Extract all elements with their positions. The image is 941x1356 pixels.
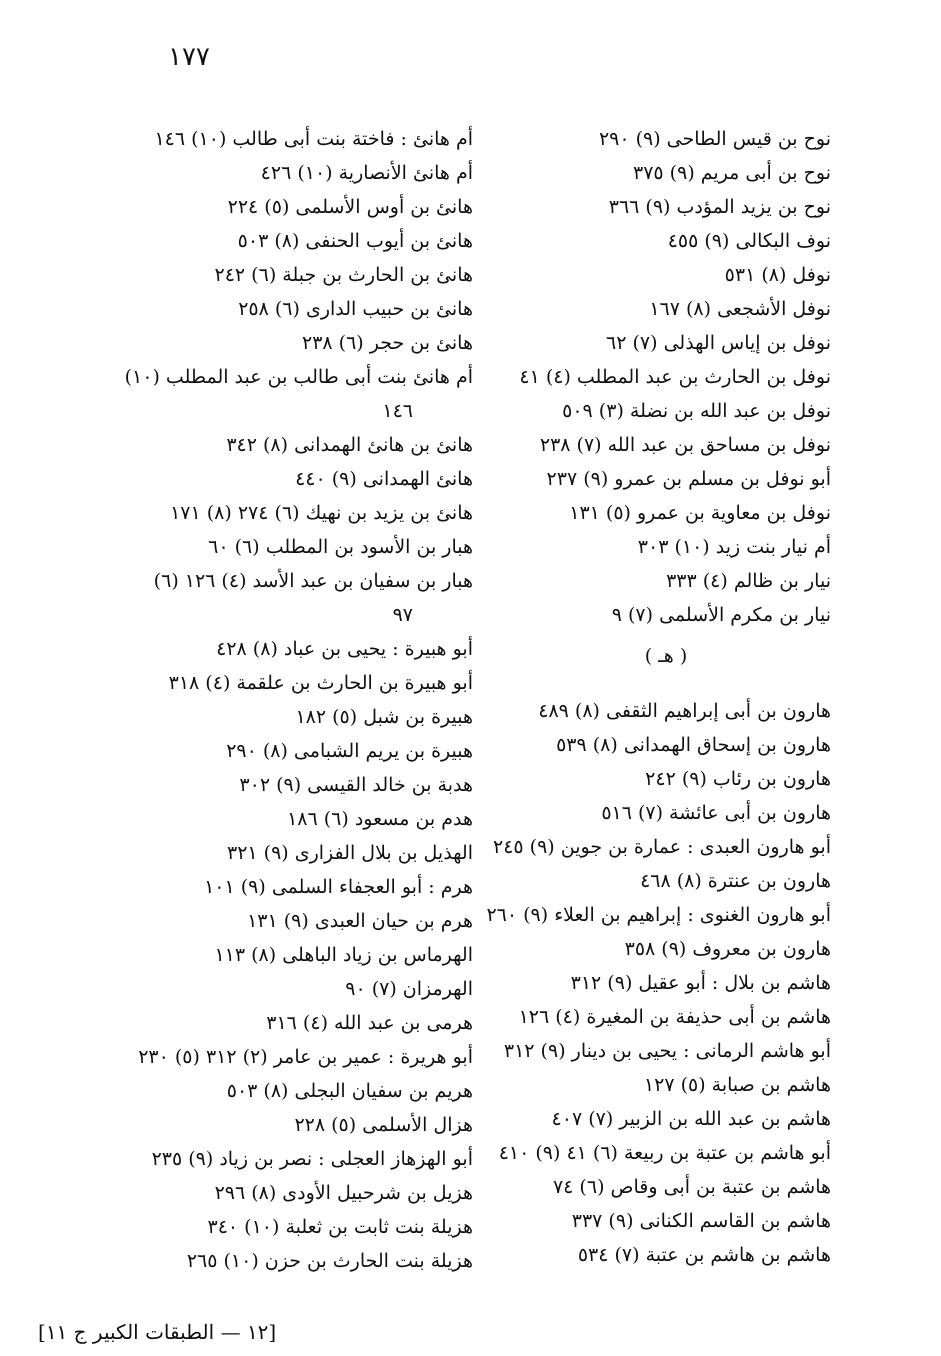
index-entry: هبار بن الأسود بن المطلب (٦) ٦٠ — [208, 536, 473, 558]
index-entry: هانئ بن حبيب الدارى (٦) ٢٥٨ — [238, 298, 473, 320]
index-entry: أبو هاشم الرمانى : يحيى بن دينار (٩) ٣١٢ — [503, 1040, 831, 1062]
index-entry: هزال الأسلمى (٥) ٢٢٨ — [294, 1114, 473, 1136]
index-entry-continuation: ١٤٦ — [382, 400, 413, 422]
index-entry: أبو نوفل بن مسلم بن عمرو (٩) ٢٣٧ — [546, 468, 831, 490]
index-entry: هانئ بن الحارث بن جبلة (٦) ٢٤٢ — [214, 264, 473, 286]
index-entry: نوح بن يزيد المؤدب (٩) ٣٦٦ — [608, 196, 831, 218]
index-entry: أبو هارون الغنوى : إبراهيم بن العلاء (٩) ٢٦٠ — [486, 904, 831, 926]
index-entry: هرم بن حيان العبدى (٩) ١٣١ — [247, 910, 473, 932]
index-entry: أم هانئ : فاختة بنت أبى طالب (١٠) ١٤٦ — [154, 128, 473, 150]
index-entry-continuation: ٩٧ — [392, 604, 413, 626]
index-entry: هانئ بن أوس الأسلمى (٥) ٢٢٤ — [227, 196, 473, 218]
index-entry: نوفل بن إياس الهذلى (٧) ٦٢ — [606, 332, 831, 354]
index-entry: نوفل بن مساحق بن عبد الله (٧) ٢٣٨ — [539, 434, 831, 456]
index-entry: أبو هريرة : عمير بن عامر (٢) ٣١٢ (٥) ٢٣٠ — [138, 1046, 473, 1068]
index-entry: هارون بن عنترة (٨) ٤٦٨ — [640, 870, 831, 892]
index-entry: هاشم بن عبد الله بن الزبير (٧) ٤٠٧ — [551, 1108, 831, 1130]
index-entry: هزيلة بنت الحارث بن حزن (١٠) ٢٦٥ — [186, 1250, 473, 1272]
index-entry: هارون بن رئاب (٩) ٢٤٢ — [645, 768, 831, 790]
page-number: ١٧٧ — [168, 42, 210, 72]
index-entry: أبو هاشم بن عتبة بن ربيعة (٦) ٤١ (٩) ٤١٠ — [498, 1142, 831, 1164]
index-entry: أبو هارون العبدى : عمارة بن جوين (٩) ٢٤٥ — [493, 836, 831, 858]
index-entry: هارون بن أبى عائشة (٧) ٥١٦ — [601, 802, 831, 824]
index-entry: هاشم بن هاشم بن عتبة (٧) ٥٣٤ — [577, 1244, 831, 1266]
index-entry: هارون بن إسحاق الهمدانى (٨) ٥٣٩ — [556, 734, 831, 756]
index-entry: هارون بن أبى إبراهيم الثقفى (٨) ٤٨٩ — [538, 700, 831, 722]
index-entry: أم هانئ الأنصارية (١٠) ٤٢٦ — [260, 162, 473, 184]
index-entry: هاشم بن عتبة بن أبى وقاص (٦) ٧٤ — [552, 1176, 831, 1198]
section-heading: ( هـ ) — [644, 645, 688, 667]
index-entry: نيار بن ظالم (٤) ٣٣٣ — [666, 570, 831, 592]
index-entry: هبيرة بن شبل (٥) ١٨٢ — [295, 706, 473, 728]
section-spacer — [501, 680, 831, 694]
index-entry: هاشم بن أبى حذيفة بن المغيرة (٤) ١٢٦ — [518, 1006, 831, 1028]
index-entry: نوفل بن الحارث بن عبد المطلب (٤) ٤١ — [519, 366, 831, 388]
index-entry: هدم بن مسعود (٦) ١٨٦ — [287, 808, 473, 830]
index-entry: نيار بن مكرم الأسلمى (٧) ٩ — [611, 604, 831, 626]
index-entry: الهرماس بن زياد الباهلى (٨) ١١٣ — [214, 944, 473, 966]
index-entry: أبو هبيرة بن الحارث بن علقمة (٤) ٣١٨ — [168, 672, 473, 694]
index-entry: هانئ بن أيوب الحنفى (٨) ٥٠٣ — [237, 230, 473, 252]
index-entry: هبيرة بن يريم الشبامى (٨) ٢٩٠ — [226, 740, 473, 762]
index-entry: هزيل بن شرحبيل الأودى (٨) ٢٩٦ — [214, 1182, 473, 1204]
index-entry: أبو الهزهاز العجلى : نصر بن زياد (٩) ٢٣٥ — [151, 1148, 473, 1170]
index-entry: هبار بن سفيان بن عبد الأسد (٤) ١٢٦ (٦) — [153, 570, 473, 592]
index-entry: أبو هبيرة : يحيى بن عباد (٨) ٤٢٨ — [216, 638, 473, 660]
index-column-right — [486, 122, 831, 1272]
index-entry: هارون بن معروف (٩) ٣٥٨ — [624, 938, 831, 960]
index-entry: نوفل بن معاوية بن عمرو (٥) ١٣١ — [569, 502, 831, 524]
footer-signature: [١٢ — الطبقات الكبير ج ١١] — [38, 1320, 277, 1344]
index-entry: نوفل (٨) ٥٣١ — [724, 264, 831, 286]
index-entry: هرم : أبو العجفاء السلمى (٩) ١٠١ — [204, 876, 473, 898]
index-entry: هاشم بن صبابة (٥) ١٢٧ — [643, 1074, 831, 1096]
index-entry: الهذيل بن بلال الفزارى (٩) ٣٢١ — [226, 842, 473, 864]
index-entry: نوفل بن عبد الله بن نضلة (٣) ٥٠٩ — [562, 400, 831, 422]
index-entry: هانئ بن هانئ الهمدانى (٨) ٣٤٢ — [226, 434, 473, 456]
index-entry: أم هانئ بنت أبى طالب بن عبد المطلب (١٠) — [124, 366, 473, 388]
index-entry: نوفل الأشجعى (٨) ١٦٧ — [649, 298, 831, 320]
index-entry: الهرمزان (٧) ٩٠ — [345, 978, 473, 1000]
index-entry: نوف البكالى (٩) ٤٥٥ — [667, 230, 831, 252]
index-entry: هاشم بن القاسم الكنانى (٩) ٣٣٧ — [571, 1210, 831, 1232]
index-entry: أم نيار بنت زيد (١٠) ٣٠٣ — [637, 536, 831, 558]
index-entry: نوح بن قيس الطاحى (٩) ٢٩٠ — [598, 128, 831, 150]
index-entry: هدبة بن خالد القيسى (٩) ٣٠٢ — [239, 774, 473, 796]
index-column-left — [124, 122, 473, 1278]
index-entry: هريم بن سفيان البجلى (٨) ٥٠٣ — [226, 1080, 473, 1102]
index-entry: هانئ بن يزيد بن نهيك (٦) ٢٧٤ (٨) ١٧١ — [170, 502, 473, 524]
index-entry: هاشم بن بلال : أبو عقيل (٩) ٣١٢ — [570, 972, 831, 994]
index-entry: هانئ الهمدانى (٩) ٤٤٠ — [295, 468, 473, 490]
index-entry: نوح بن أبى مريم (٩) ٣٧٥ — [633, 162, 831, 184]
index-entry: هزيلة بنت ثابت بن ثعلبة (١٠) ٣٤٠ — [207, 1216, 473, 1238]
index-entry: هرمى بن عبد الله (٤) ٣١٦ — [266, 1012, 473, 1034]
index-entry: هانئ بن حجر (٦) ٢٣٨ — [301, 332, 473, 354]
